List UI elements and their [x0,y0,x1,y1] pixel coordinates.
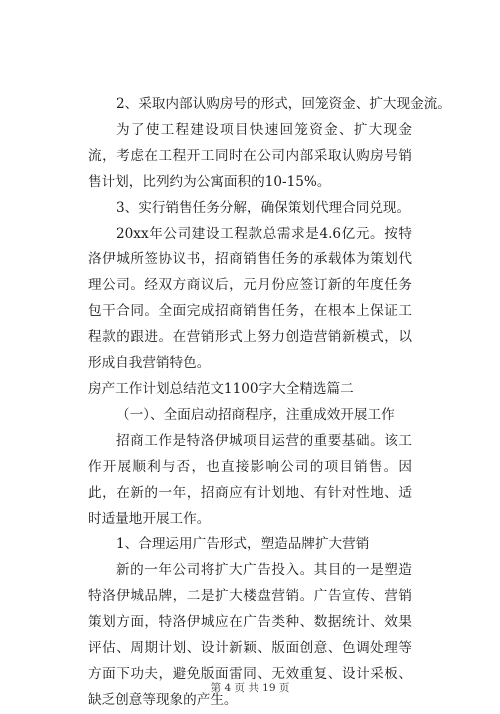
paragraph-advertising: 新的一年公司将扩大广告投入。其目的一是塑造特洛伊城品牌，二是扩大楼盘营销。广告宣传、营销策划方面，特洛伊城应在广告类种、数据统计、效果评估、周期计划、设计新颖、版面创意、色调处理等方面下功夫，避免版面雷同、无效重复、设计采板、缺乏创意等现象的产生。 [88,562,412,708]
subheading-1: 1、合理运用广告形式，塑造品牌扩大营销 [116,536,370,553]
paragraph-sales-tasks: 20xx年公司建设工程款总需求是4.6亿元。按特洛伊城所签协议书，招商销售任务的承载体为策划代理公司。经双方商议后，元月份应签订新的年度任务包干合同。全面完成招商销售任务，在根本上保证工程款的跟进。在营销形式上努力创造营销新模式，以形成自我营销特色。 [88,225,412,372]
page-number-footer: 第 4 页 共 19 页 [210,682,290,694]
subheading-part-one: （一）、全面启动招商程序，注重成效开展工作 [116,406,395,423]
paragraph-investment-work: 招商工作是特洛伊城项目运营的重要基础。该工作开展顺利与否，也直接影响公司的项目销售。因此，在新的一年，招商应有计划地、有针对性地、适时适量地开展工作。 [88,432,412,527]
paragraph-internal-subscription: 为了使工程建设项目快速回笼资金、扩大现金流，考虑在工程开工同时在公司内部采取认购房号销售计划，比列约为公寓面积的10-15%。 [88,121,412,190]
subheading-3: 3、实行销售任务分解，确保策划代理合同兑现。 [116,199,411,216]
subheading-2: 2、采取内部认购房号的形式，回笼资金、扩大现金流。 [116,96,451,112]
section-title: 房产工作计划总结范文1100字大全精选篇二 [88,380,354,397]
document-body [88,92,451,714]
